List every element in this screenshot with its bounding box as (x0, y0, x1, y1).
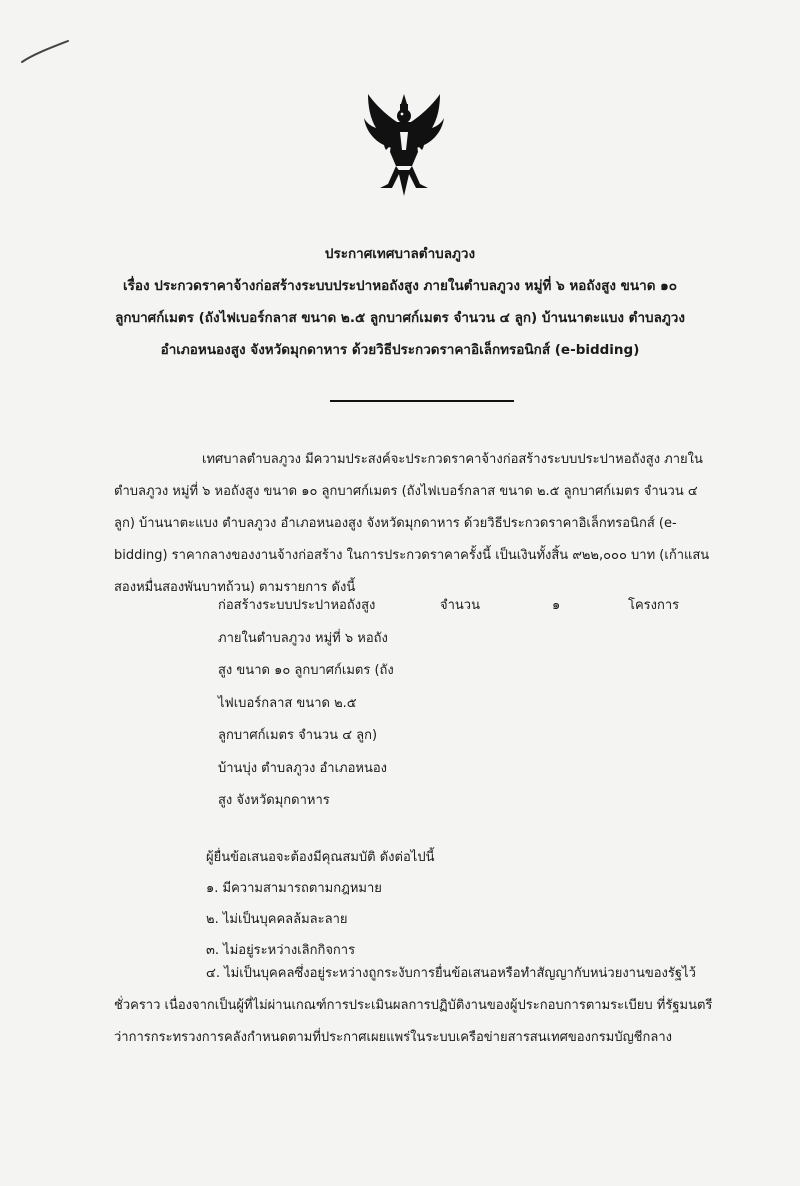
issuer-title: ประกาศเทศบาลตำบลภูวง (324, 246, 476, 262)
divider-line (330, 400, 514, 402)
item-desc-line: สูง ขนาด ๑๐ ลูกบาศก์เมตร (ถัง (218, 663, 394, 678)
qualifications-heading: ผู้ยื่นข้อเสนอจะต้องมีคุณสมบัติ ดังต่อไปนี้ (206, 850, 435, 865)
subject-line-2: ลูกบาศก์เมตร (ถังไฟเบอร์กลาส ขนาด ๒.๕ ลูกบาศก์เมตร จำนวน ๔ ลูก) บ้านนาตะแบง ตำบลภูวง (115, 310, 685, 326)
item-list (218, 590, 718, 818)
item-desc-line: ลูกบาศก์เมตร จำนวน ๔ ลูก) (218, 728, 378, 743)
qualification-item: ๒. ไม่เป็นบุคคลล้มละลาย (206, 912, 348, 927)
item-qty-label: จำนวน (440, 598, 480, 613)
item-desc-line: ภายในตำบลภูวง หมู่ที่ ๖ หอถัง (218, 630, 388, 646)
item-desc-line: ไฟเบอร์กลาส ขนาด ๒.๕ (218, 695, 357, 711)
pen-stroke-mark (20, 38, 72, 66)
garuda-emblem-icon (362, 92, 446, 200)
subject-line-3: อำเภอหนองสูง จังหวัดมุกดาหาร ด้วยวิธีประกวดราคาอิเล็กทรอนิกส์ (e-bidding) (160, 342, 640, 358)
qualification-item-4: ๔. ไม่เป็นบุคคลซึ่งอยู่ระหว่างถูกระงับการยื่นข้อเสนอหรือทำสัญญากับหน่วยงานของรัฐไว้ชั่วคราว เนื่องจากเป็นผู้ที่ไม่ผ่านเกณฑ์การประเมินผลการปฏิบัติงานของผู้ประกอบการตามระเบียบ ที่รัฐมนตรีว่าการกระทรวงการคลังกำหนดตามที่ประกาศเผยแพร่ในระบบเครือข่ายสารสนเทศของกรมบัญชีกลาง (114, 966, 713, 1045)
qualification-item: ๓. ไม่อยู่ระหว่างเลิกกิจการ (206, 943, 356, 958)
item-description (218, 590, 418, 818)
item-qty: ๑ (552, 598, 561, 613)
item-desc-line: ก่อสร้างระบบประปาหอถังสูง (218, 598, 376, 613)
qualification-item: ๑. มีความสามารถตามกฎหมาย (206, 881, 382, 896)
item-desc-line: สูง จังหวัดมุกดาหาร (218, 793, 330, 808)
item-desc-line: บ้านบุ่ง ตำบลภูวง อำเภอหนอง (218, 760, 388, 776)
announcement-header (0, 238, 800, 366)
qualifications-list (206, 842, 434, 966)
item-unit: โครงการ (628, 598, 680, 613)
intro-paragraph: เทศบาลตำบลภูวง มีความประสงค์จะประกวดราคาจ้างก่อสร้างระบบประปาหอถังสูง ภายในตำบลภูวง หมู่ที่ ๖ หอถังสูง ขนาด ๑๐ ลูกบาศก์เมตร (ถังไฟเบอร์กลาส ขนาด ๒.๕ ลูกบาศก์เมตร จำนวน ๔ ลูก) บ้านนาตะแบง ตำบลภูวง อำเภอหนองสูง จังหวัดมุกดาหาร ด้วยวิธีประกวดราคาอิเล็กทรอนิกส์ (e-bidding) ราคากลางของงานจ้างก่อสร้าง ในการประกวดราคาครั้งนี้ เป็นเงินทั้งสิ้น ๙๒๒,๐๐๐ บาท (เก้าแสนสองหมื่นสองพันบาทถ้วน) ตามรายการ ดังนี้ (114, 452, 710, 595)
subject-line-1: เรื่อง ประกวดราคาจ้างก่อสร้างระบบประปาหอถังสูง ภายในตำบลภูวง หมู่ที่ ๖ หอถังสูง ขนาด ๑๐ (123, 278, 677, 294)
